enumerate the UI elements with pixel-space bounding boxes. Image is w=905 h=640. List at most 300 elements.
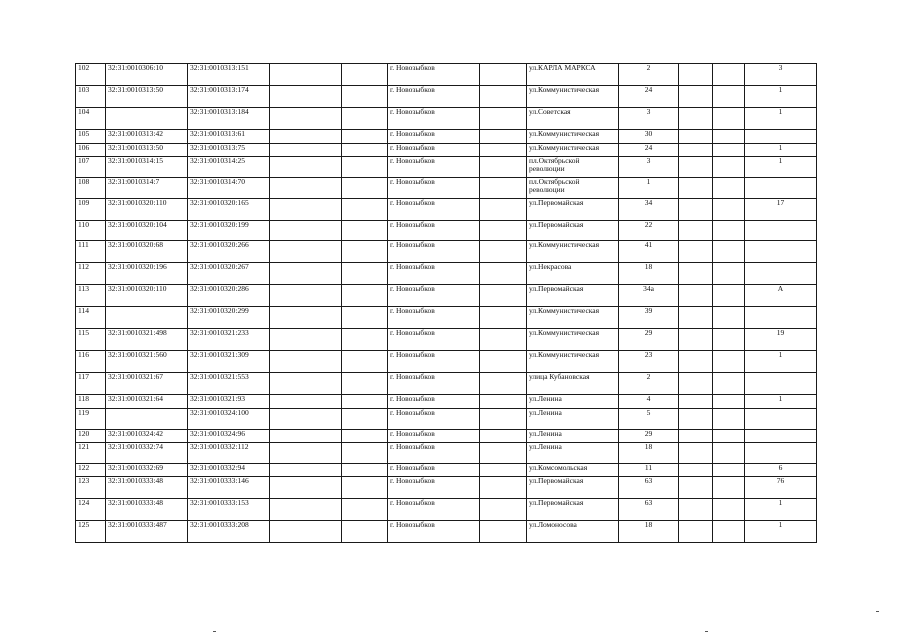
- cell-empty: [713, 464, 745, 477]
- cell-empty: [679, 130, 713, 144]
- cell-empty: [679, 351, 713, 373]
- cell-empty: [480, 157, 527, 178]
- cell-empty: [713, 307, 745, 329]
- cell-house-number: 34а: [619, 285, 679, 307]
- cell-apartment: [745, 373, 817, 395]
- cell-empty: [342, 395, 388, 409]
- cell-row-number: 118: [76, 395, 106, 409]
- cell-empty: [679, 521, 713, 543]
- cell-cadastral-building: 32:31:0010321:553: [188, 373, 270, 395]
- cell-city: г. Новозыбков: [388, 373, 480, 395]
- cell-empty: [270, 443, 342, 464]
- cell-cadastral-building: 32:31:0010332:94: [188, 464, 270, 477]
- cell-cadastral-building: 32:31:0010333:208: [188, 521, 270, 543]
- cell-empty: [342, 464, 388, 477]
- cell-empty: [713, 351, 745, 373]
- cell-empty: [713, 430, 745, 443]
- cell-empty: [480, 329, 527, 351]
- cell-apartment: [745, 307, 817, 329]
- cell-apartment: 17: [745, 199, 817, 221]
- cell-city: г. Новозыбков: [388, 521, 480, 543]
- cell-house-number: 34: [619, 199, 679, 221]
- cell-city: г. Новозыбков: [388, 329, 480, 351]
- table-row: [76, 430, 817, 443]
- cell-street: ул.Коммунистическая: [527, 307, 619, 329]
- cell-cadastral-number: 32:31:0010332:69: [106, 464, 188, 477]
- cell-empty: [679, 443, 713, 464]
- cell-empty: [342, 86, 388, 108]
- cell-city: г. Новозыбков: [388, 130, 480, 144]
- cell-empty: [342, 144, 388, 157]
- cell-empty: [713, 144, 745, 157]
- cell-apartment: 19: [745, 329, 817, 351]
- cell-cadastral-number: 32:31:0010333:487: [106, 521, 188, 543]
- cell-cadastral-building: 32:31:0010321:233: [188, 329, 270, 351]
- cell-apartment: [745, 221, 817, 241]
- table-row: [76, 499, 817, 521]
- cell-apartment: [745, 443, 817, 464]
- cell-house-number: 29: [619, 329, 679, 351]
- cell-city: г. Новозыбков: [388, 64, 480, 86]
- cell-empty: [270, 199, 342, 221]
- table-row: [76, 351, 817, 373]
- cell-empty: [480, 199, 527, 221]
- cell-house-number: 24: [619, 144, 679, 157]
- cell-empty: [713, 108, 745, 130]
- cell-empty: [342, 199, 388, 221]
- cell-empty: [270, 241, 342, 263]
- cell-street: ул.Первомайская: [527, 221, 619, 241]
- cell-cadastral-number: 32:31:0010306:10: [106, 64, 188, 86]
- cell-empty: [480, 443, 527, 464]
- cell-row-number: 114: [76, 307, 106, 329]
- cell-street: ул.Первомайская: [527, 285, 619, 307]
- cell-city: г. Новозыбков: [388, 241, 480, 263]
- cell-empty: [270, 108, 342, 130]
- cell-empty: [713, 178, 745, 199]
- cell-city: г. Новозыбков: [388, 263, 480, 285]
- cell-house-number: 29: [619, 430, 679, 443]
- cell-row-number: 123: [76, 477, 106, 499]
- cell-row-number: 111: [76, 241, 106, 263]
- cell-empty: [679, 178, 713, 199]
- cell-empty: [480, 351, 527, 373]
- cell-apartment: 1: [745, 395, 817, 409]
- cell-empty: [270, 263, 342, 285]
- scan-speck: [876, 611, 879, 612]
- cell-cadastral-number: 32:31:0010314:7: [106, 178, 188, 199]
- cell-cadastral-building: 32:31:0010320:199: [188, 221, 270, 241]
- cell-apartment: 1: [745, 499, 817, 521]
- cell-cadastral-building: 32:31:0010314:25: [188, 157, 270, 178]
- cell-empty: [679, 307, 713, 329]
- cell-street: ул.Коммунистическая: [527, 86, 619, 108]
- cell-empty: [713, 443, 745, 464]
- cell-street: ул.Ленина: [527, 443, 619, 464]
- cell-apartment: [745, 241, 817, 263]
- cell-cadastral-number: 32:31:0010321:498: [106, 329, 188, 351]
- cell-row-number: 103: [76, 86, 106, 108]
- cell-city: г. Новозыбков: [388, 178, 480, 199]
- cell-empty: [679, 409, 713, 430]
- cell-empty: [342, 221, 388, 241]
- table-row: [76, 443, 817, 464]
- cell-house-number: 39: [619, 307, 679, 329]
- table-row: [76, 241, 817, 263]
- cell-city: г. Новозыбков: [388, 395, 480, 409]
- scan-speck: [705, 631, 708, 632]
- cell-city: г. Новозыбков: [388, 157, 480, 178]
- cell-empty: [342, 443, 388, 464]
- cell-street: ул.Некрасова: [527, 263, 619, 285]
- table-row: [76, 64, 817, 86]
- cell-apartment: 6: [745, 464, 817, 477]
- cell-cadastral-number: 32:31:0010320:110: [106, 199, 188, 221]
- cell-street: пл.Октябрьской революции: [527, 178, 619, 199]
- table-row: [76, 130, 817, 144]
- cell-empty: [480, 499, 527, 521]
- cell-city: г. Новозыбков: [388, 108, 480, 130]
- cell-street: ул.Коммунистическая: [527, 241, 619, 263]
- cell-empty: [342, 285, 388, 307]
- cell-empty: [713, 521, 745, 543]
- cell-row-number: 109: [76, 199, 106, 221]
- cell-street: улица Кубановская: [527, 373, 619, 395]
- cell-row-number: 121: [76, 443, 106, 464]
- cell-city: г. Новозыбков: [388, 443, 480, 464]
- cell-street: ул.Ленина: [527, 409, 619, 430]
- cell-empty: [270, 499, 342, 521]
- cell-empty: [480, 430, 527, 443]
- cell-city: г. Новозыбков: [388, 477, 480, 499]
- cell-house-number: 18: [619, 521, 679, 543]
- cell-cadastral-building: 32:31:0010332:112: [188, 443, 270, 464]
- cell-empty: [679, 464, 713, 477]
- cell-cadastral-number: 32:31:0010321:67: [106, 373, 188, 395]
- cell-cadastral-building: 32:31:0010321:309: [188, 351, 270, 373]
- scan-speck: [213, 631, 216, 632]
- cell-empty: [480, 86, 527, 108]
- cell-empty: [270, 409, 342, 430]
- cell-cadastral-building: 32:31:0010313:61: [188, 130, 270, 144]
- cell-row-number: 115: [76, 329, 106, 351]
- cell-cadastral-number: 32:31:0010313:50: [106, 144, 188, 157]
- cell-cadastral-number: 32:31:0010320:104: [106, 221, 188, 241]
- address-register-table: [75, 63, 817, 543]
- cell-empty: [342, 430, 388, 443]
- cell-row-number: 116: [76, 351, 106, 373]
- cell-empty: [270, 351, 342, 373]
- cell-empty: [270, 144, 342, 157]
- cell-street: ул.Первомайская: [527, 199, 619, 221]
- cell-apartment: 1: [745, 144, 817, 157]
- cell-empty: [480, 477, 527, 499]
- cell-city: г. Новозыбков: [388, 409, 480, 430]
- cell-row-number: 105: [76, 130, 106, 144]
- cell-apartment: 1: [745, 157, 817, 178]
- cell-empty: [679, 108, 713, 130]
- cell-empty: [342, 409, 388, 430]
- cell-cadastral-number: [106, 108, 188, 130]
- table-row: [76, 285, 817, 307]
- cell-row-number: 125: [76, 521, 106, 543]
- cell-house-number: 11: [619, 464, 679, 477]
- cell-house-number: 2: [619, 373, 679, 395]
- cell-street: ул.Ломоносова: [527, 521, 619, 543]
- cell-empty: [713, 477, 745, 499]
- cell-cadastral-building: 32:31:0010333:146: [188, 477, 270, 499]
- cell-city: г. Новозыбков: [388, 464, 480, 477]
- table-row: [76, 263, 817, 285]
- cell-empty: [679, 395, 713, 409]
- cell-street: ул.Ленина: [527, 395, 619, 409]
- cell-cadastral-building: 32:31:0010313:174: [188, 86, 270, 108]
- cell-empty: [480, 144, 527, 157]
- cell-cadastral-number: [106, 307, 188, 329]
- cell-empty: [342, 157, 388, 178]
- cell-empty: [679, 199, 713, 221]
- cell-row-number: 110: [76, 221, 106, 241]
- cell-city: г. Новозыбков: [388, 307, 480, 329]
- cell-street: ул.Комсомольская: [527, 464, 619, 477]
- cell-cadastral-number: 32:31:0010314:15: [106, 157, 188, 178]
- cell-street: ул.Ленина: [527, 430, 619, 443]
- cell-cadastral-number: 32:31:0010321:64: [106, 395, 188, 409]
- cell-empty: [713, 64, 745, 86]
- cell-empty: [270, 178, 342, 199]
- cell-empty: [480, 464, 527, 477]
- cell-row-number: 112: [76, 263, 106, 285]
- cell-cadastral-number: 32:31:0010320:68: [106, 241, 188, 263]
- table-row: [76, 395, 817, 409]
- cell-empty: [270, 395, 342, 409]
- cell-empty: [480, 373, 527, 395]
- table-row: [76, 221, 817, 241]
- cell-empty: [713, 241, 745, 263]
- cell-apartment: 76: [745, 477, 817, 499]
- cell-empty: [342, 108, 388, 130]
- cell-cadastral-number: 32:31:0010313:50: [106, 86, 188, 108]
- cell-empty: [270, 373, 342, 395]
- cell-empty: [270, 157, 342, 178]
- cell-apartment: 1: [745, 86, 817, 108]
- cell-house-number: 63: [619, 477, 679, 499]
- cell-cadastral-number: 32:31:0010313:42: [106, 130, 188, 144]
- cell-house-number: 3: [619, 108, 679, 130]
- cell-empty: [342, 64, 388, 86]
- cell-empty: [480, 409, 527, 430]
- cell-cadastral-building: 32:31:0010320:299: [188, 307, 270, 329]
- cell-city: г. Новозыбков: [388, 430, 480, 443]
- cell-street: ул.Коммунистическая: [527, 329, 619, 351]
- cell-empty: [480, 263, 527, 285]
- table-body: [76, 64, 817, 543]
- cell-cadastral-building: 32:31:0010321:93: [188, 395, 270, 409]
- cell-empty: [713, 221, 745, 241]
- cell-empty: [342, 178, 388, 199]
- cell-row-number: 106: [76, 144, 106, 157]
- cell-cadastral-number: 32:31:0010333:48: [106, 499, 188, 521]
- cell-apartment: А: [745, 285, 817, 307]
- cell-empty: [713, 395, 745, 409]
- table-row: [76, 409, 817, 430]
- cell-city: г. Новозыбков: [388, 144, 480, 157]
- cell-house-number: 18: [619, 263, 679, 285]
- cell-row-number: 122: [76, 464, 106, 477]
- cell-row-number: 119: [76, 409, 106, 430]
- cell-apartment: [745, 130, 817, 144]
- cell-empty: [679, 86, 713, 108]
- cell-cadastral-number: 32:31:0010320:110: [106, 285, 188, 307]
- cell-empty: [270, 464, 342, 477]
- cell-cadastral-number: 32:31:0010324:42: [106, 430, 188, 443]
- cell-empty: [270, 329, 342, 351]
- cell-street: ул.Советская: [527, 108, 619, 130]
- cell-empty: [679, 221, 713, 241]
- table-row: [76, 86, 817, 108]
- cell-cadastral-number: 32:31:0010320:196: [106, 263, 188, 285]
- cell-house-number: 24: [619, 86, 679, 108]
- cell-empty: [480, 178, 527, 199]
- cell-empty: [342, 263, 388, 285]
- cell-empty: [679, 64, 713, 86]
- cell-cadastral-building: 32:31:0010314:70: [188, 178, 270, 199]
- cell-house-number: 30: [619, 130, 679, 144]
- cell-cadastral-building: 32:31:0010320:286: [188, 285, 270, 307]
- cell-empty: [679, 477, 713, 499]
- cell-empty: [270, 86, 342, 108]
- cell-empty: [480, 108, 527, 130]
- table-row: [76, 464, 817, 477]
- cell-empty: [713, 373, 745, 395]
- cell-empty: [270, 307, 342, 329]
- cell-house-number: 18: [619, 443, 679, 464]
- cell-house-number: 63: [619, 499, 679, 521]
- cell-street: пл.Октябрьской революции: [527, 157, 619, 178]
- cell-empty: [270, 430, 342, 443]
- cell-empty: [342, 241, 388, 263]
- cell-row-number: 104: [76, 108, 106, 130]
- cell-street: ул.Коммунистическая: [527, 130, 619, 144]
- cell-city: г. Новозыбков: [388, 199, 480, 221]
- cell-apartment: 1: [745, 521, 817, 543]
- table-row: [76, 521, 817, 543]
- cell-house-number: 23: [619, 351, 679, 373]
- cell-house-number: 5: [619, 409, 679, 430]
- cell-empty: [342, 477, 388, 499]
- cell-empty: [679, 430, 713, 443]
- cell-row-number: 120: [76, 430, 106, 443]
- cell-empty: [480, 307, 527, 329]
- table-row: [76, 178, 817, 199]
- cell-city: г. Новозыбков: [388, 221, 480, 241]
- cell-empty: [713, 157, 745, 178]
- cell-cadastral-building: 32:31:0010333:153: [188, 499, 270, 521]
- cell-empty: [270, 221, 342, 241]
- cell-house-number: 1: [619, 178, 679, 199]
- cell-house-number: 3: [619, 157, 679, 178]
- cell-street: ул.Коммунистическая: [527, 144, 619, 157]
- cell-cadastral-building: 32:31:0010313:184: [188, 108, 270, 130]
- cell-city: г. Новозыбков: [388, 351, 480, 373]
- cell-cadastral-building: 32:31:0010313:75: [188, 144, 270, 157]
- cell-house-number: 41: [619, 241, 679, 263]
- table-row: [76, 199, 817, 221]
- cell-row-number: 102: [76, 64, 106, 86]
- cell-apartment: [745, 263, 817, 285]
- table-row: [76, 144, 817, 157]
- cell-empty: [713, 86, 745, 108]
- cell-empty: [679, 144, 713, 157]
- cell-empty: [342, 307, 388, 329]
- cell-empty: [713, 285, 745, 307]
- cell-row-number: 117: [76, 373, 106, 395]
- cell-empty: [480, 285, 527, 307]
- cell-empty: [713, 409, 745, 430]
- cell-empty: [713, 263, 745, 285]
- cell-apartment: [745, 409, 817, 430]
- cell-empty: [480, 521, 527, 543]
- cell-empty: [342, 499, 388, 521]
- cell-apartment: 3: [745, 64, 817, 86]
- cell-apartment: [745, 178, 817, 199]
- table-row: [76, 329, 817, 351]
- cell-empty: [679, 499, 713, 521]
- cell-empty: [713, 130, 745, 144]
- cell-house-number: 22: [619, 221, 679, 241]
- cell-street: ул.Коммунистическая: [527, 351, 619, 373]
- cell-row-number: 108: [76, 178, 106, 199]
- cell-street: ул.Первомайская: [527, 477, 619, 499]
- cell-apartment: 1: [745, 351, 817, 373]
- cell-cadastral-number: 32:31:0010332:74: [106, 443, 188, 464]
- cell-empty: [342, 521, 388, 543]
- cell-empty: [480, 241, 527, 263]
- cell-city: г. Новозыбков: [388, 86, 480, 108]
- cell-empty: [342, 351, 388, 373]
- cell-cadastral-building: 32:31:0010313:151: [188, 64, 270, 86]
- cell-cadastral-building: 32:31:0010324:100: [188, 409, 270, 430]
- cell-empty: [270, 130, 342, 144]
- cell-empty: [480, 130, 527, 144]
- cell-row-number: 107: [76, 157, 106, 178]
- cell-row-number: 113: [76, 285, 106, 307]
- cell-empty: [270, 285, 342, 307]
- cell-empty: [679, 285, 713, 307]
- table-row: [76, 373, 817, 395]
- cell-empty: [713, 329, 745, 351]
- table-row: [76, 477, 817, 499]
- cell-cadastral-number: 32:31:0010333:48: [106, 477, 188, 499]
- table-row: [76, 307, 817, 329]
- cell-empty: [270, 521, 342, 543]
- cell-empty: [270, 64, 342, 86]
- cell-house-number: 4: [619, 395, 679, 409]
- cell-empty: [270, 477, 342, 499]
- cell-cadastral-building: 32:31:0010320:165: [188, 199, 270, 221]
- cell-empty: [679, 329, 713, 351]
- table-row: [76, 157, 817, 178]
- cell-empty: [342, 373, 388, 395]
- cell-cadastral-number: [106, 409, 188, 430]
- cell-cadastral-building: 32:31:0010324:96: [188, 430, 270, 443]
- cell-city: г. Новозыбков: [388, 499, 480, 521]
- cell-empty: [713, 199, 745, 221]
- cell-empty: [480, 64, 527, 86]
- table-row: [76, 108, 817, 130]
- cell-empty: [679, 373, 713, 395]
- cell-empty: [679, 157, 713, 178]
